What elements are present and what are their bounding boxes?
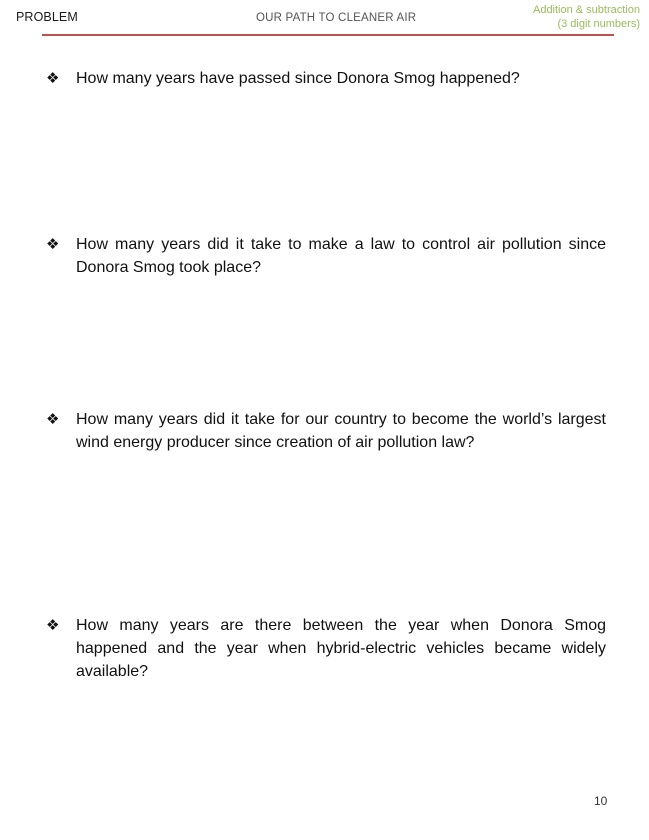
question-item: [46, 408, 606, 454]
question-item: [46, 67, 606, 90]
page-number: 10: [594, 794, 608, 808]
question-text: How many years did it take to make a law to control air pollution since Donora Smog took place?: [76, 236, 606, 276]
section-label: PROBLEM: [16, 10, 78, 24]
topic-line-1: Addition & subtraction: [532, 4, 640, 16]
header-divider: [42, 34, 614, 36]
question-text: How many years did it take for our country to become the world’s largest wind energy producer since creation of air pollution law?: [76, 411, 606, 451]
worksheet-title: OUR PATH TO CLEANER AIR: [256, 12, 417, 24]
topic-label: [533, 3, 640, 31]
question-item: [46, 233, 606, 279]
topic-line-2: (3 digit numbers): [557, 18, 640, 30]
question-item: [46, 614, 606, 683]
diamond-bullet-icon: ❖: [46, 411, 60, 428]
question-text: How many years are there between the year when Donora Smog happened and the year when hybrid-electric vehicles became widely available?: [76, 617, 606, 680]
diamond-bullet-icon: ❖: [46, 236, 60, 253]
diamond-bullet-icon: ❖: [46, 617, 60, 634]
diamond-bullet-icon: ❖: [46, 70, 60, 87]
question-text: How many years have passed since Donora Smog happened?: [76, 70, 520, 87]
